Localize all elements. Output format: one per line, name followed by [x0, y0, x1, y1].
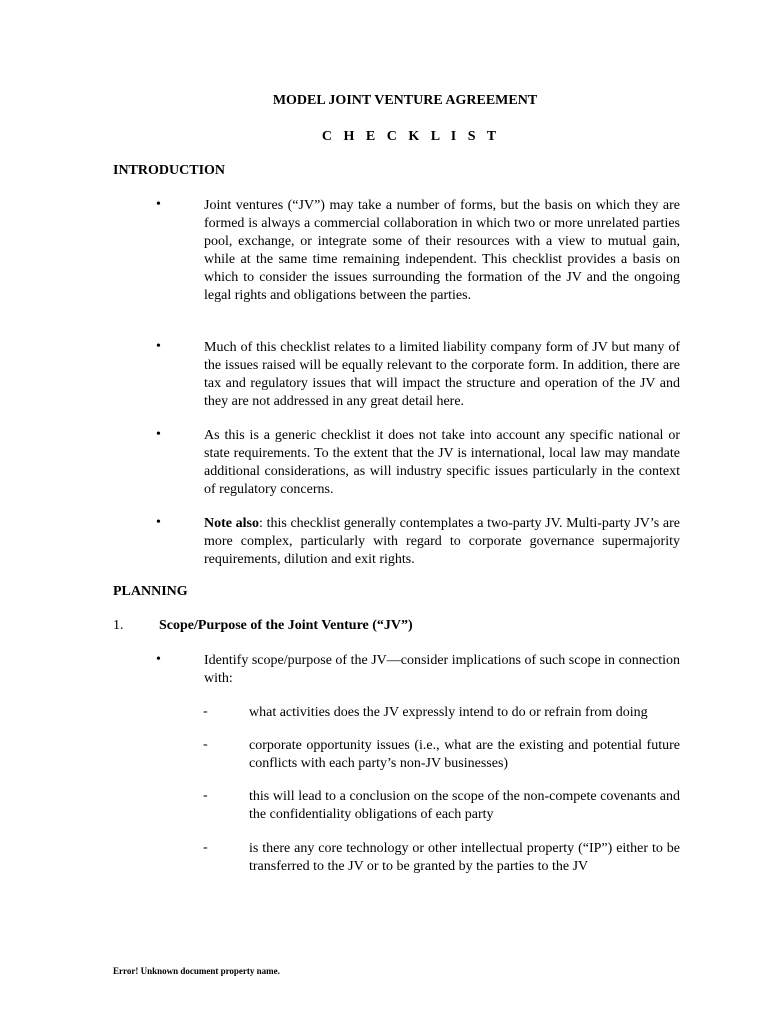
bullet-symbol: • [156, 197, 161, 212]
document-title: MODEL JOINT VENTURE AGREEMENT [272, 93, 538, 108]
dash-symbol: - [203, 737, 208, 752]
section-title: Scope/Purpose of the Joint Venture (“JV”) [159, 618, 413, 633]
planning-item-4: is there any core technology or other intellectual property (“IP”) either to be transferred to the JV or to be granted by the parties to the JV [249, 841, 680, 874]
intro-paragraph-3: As this is a generic checklist it does not take into account any specific national or state requirements. To the extent that the JV is international, local law may mandate additional considerations, as will industry specific issues particularly in the context of regulatory concerns. [204, 428, 680, 497]
planning-item-1: what activities does the JV expressly intend to do or refrain from doing [249, 705, 648, 720]
dash-symbol: - [203, 788, 208, 803]
introduction-heading: INTRODUCTION [113, 163, 226, 178]
bullet-symbol: • [156, 339, 161, 354]
planning-paragraph: Identify scope/purpose of the JV—consider implications of such scope in connection with: [204, 653, 680, 686]
dash-symbol: - [203, 704, 208, 719]
bullet-symbol: • [156, 515, 161, 530]
bullet-symbol: • [156, 427, 161, 442]
document-subtitle: C H E C K L I S T [321, 129, 501, 144]
intro-paragraph-1: Joint ventures (“JV”) may take a number of forms, but the basis on which they are formed is always a commercial collaboration in which two or more unrelated parties pool, exchange, or integrate some of their resources with a view to mutual gain, while at the same time remaining independent. This checklist provides a basis on which to consider the issues surrounding the formation of the JV and the ongoing legal rights and obligations between the parties. [204, 198, 680, 303]
planning-item-3: this will lead to a conclusion on the scope of the non-compete covenants and the confidentiality obligations of each party [249, 789, 680, 822]
note-label: Note also [204, 516, 259, 531]
page-footer: Error! Unknown document property name. [113, 966, 280, 976]
note-text: : this checklist generally contemplates a two-party JV. Multi-party JV’s are more complex, particularly with regard to corporate governance supermajority requirements, dilution and exit rights. [204, 516, 680, 567]
section-number: 1. [113, 618, 124, 633]
bullet-symbol: • [156, 652, 161, 667]
dash-symbol: - [203, 840, 208, 855]
intro-paragraph-2: Much of this checklist relates to a limited liability company form of JV but many of the issues raised will be equally relevant to the corporate form. In addition, there are tax and regulatory issues that will impact the structure and operation of the JV and they are not addressed in any great detail here. [204, 340, 680, 409]
planning-item-2: corporate opportunity issues (i.e., what are the existing and potential future conflicts with each party’s non-JV businesses) [249, 738, 680, 771]
intro-note-paragraph [204, 515, 680, 569]
planning-heading: PLANNING [113, 584, 188, 599]
